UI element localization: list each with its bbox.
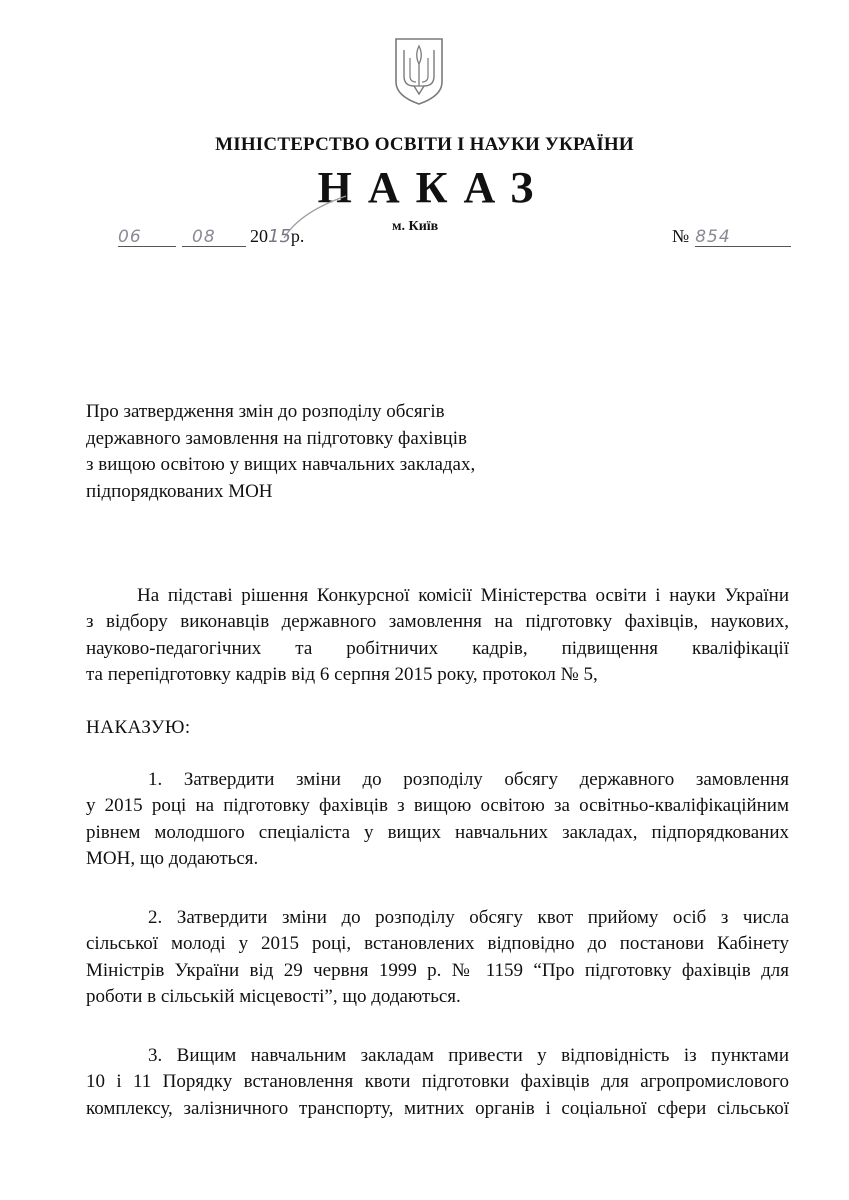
- year-suffix: 15: [268, 226, 291, 247]
- paragraph-line: науково-педагогічних та робітничих кадрів, підвищення кваліфікації: [86, 637, 789, 659]
- subject-line: підпорядкованих МОН: [86, 480, 273, 502]
- ministry-title: МІНІСТЕРСТВО ОСВІТИ І НАУКИ УКРАЇНИ: [215, 134, 634, 155]
- number-field: [695, 226, 791, 247]
- paragraph-line: 3. Вищим навчальним закладам привести у відповідність із пунктами: [148, 1045, 789, 1066]
- subject-line: Про затвердження змін до розподілу обсягів: [86, 401, 445, 422]
- date-month-field: [182, 226, 246, 247]
- year-unit: р.: [290, 226, 305, 246]
- order-word: НАКАЗУЮ:: [86, 717, 191, 738]
- paragraph-line: Міністрів України від 29 червня 1999 р. № 1159 “Про підготовку фахівців для: [86, 959, 789, 981]
- date-day-field: [118, 226, 176, 247]
- date-month-value: 08: [192, 227, 216, 247]
- number-label: №: [672, 226, 690, 246]
- paragraph-line: та перепідготовку кадрів від 6 серпня 2015 року, протокол № 5,: [86, 663, 598, 685]
- trident-emblem-icon: [392, 36, 446, 106]
- paragraph-line: рівнем молодшого спеціаліста у вищих навчальних закладах, підпорядкованих: [86, 821, 789, 843]
- paragraph-line: 1. Затвердити зміни до розподілу обсягу державного замовлення: [148, 769, 789, 790]
- paragraph-line: сільської молоді у 2015 році, встановлених відповідно до постанови Кабінету: [86, 933, 789, 955]
- item-1-paragraph: [86, 767, 789, 872]
- year-prefix: 20: [250, 226, 268, 246]
- date-year: [250, 226, 304, 247]
- city-label: м. Київ: [392, 219, 439, 234]
- order-subject: [86, 399, 546, 505]
- item-3-paragraph: [86, 1043, 789, 1122]
- paragraph-line: 10 і 11 Порядку встановлення квоти підготовки фахівців для агропромислового: [86, 1071, 789, 1093]
- number-value: 854: [695, 227, 731, 247]
- paragraph-line: роботи в сільській місцевості”, що додаються.: [86, 985, 461, 1007]
- order-number: [672, 226, 791, 247]
- paragraph-line: з відбору виконавців державного замовлення на підготовку фахівців, наукових,: [86, 611, 789, 633]
- preamble-paragraph: [86, 583, 789, 688]
- document-type-title: НАКАЗ: [317, 163, 550, 212]
- paragraph-line: комплексу, залізничного транспорту, митних органів і соціальної сфери сільської: [86, 1097, 789, 1119]
- paragraph-line: На підставі рішення Конкурсної комісії Міністерства освіти і науки України: [137, 585, 789, 606]
- date-day-value: 06: [118, 227, 142, 247]
- subject-line: державного замовлення на підготовку фахівців: [86, 427, 467, 449]
- paragraph-line: МОН, що додаються.: [86, 847, 259, 869]
- subject-line: з вищою освітою у вищих навчальних закладах,: [86, 454, 476, 475]
- paragraph-line: у 2015 році на підготовку фахівців з вищою освітою за освітньо-кваліфікаційним: [86, 795, 789, 817]
- item-2-paragraph: [86, 905, 789, 1010]
- paragraph-line: 2. Затвердити зміни до розподілу обсягу квот прийому осіб з числа: [148, 907, 789, 928]
